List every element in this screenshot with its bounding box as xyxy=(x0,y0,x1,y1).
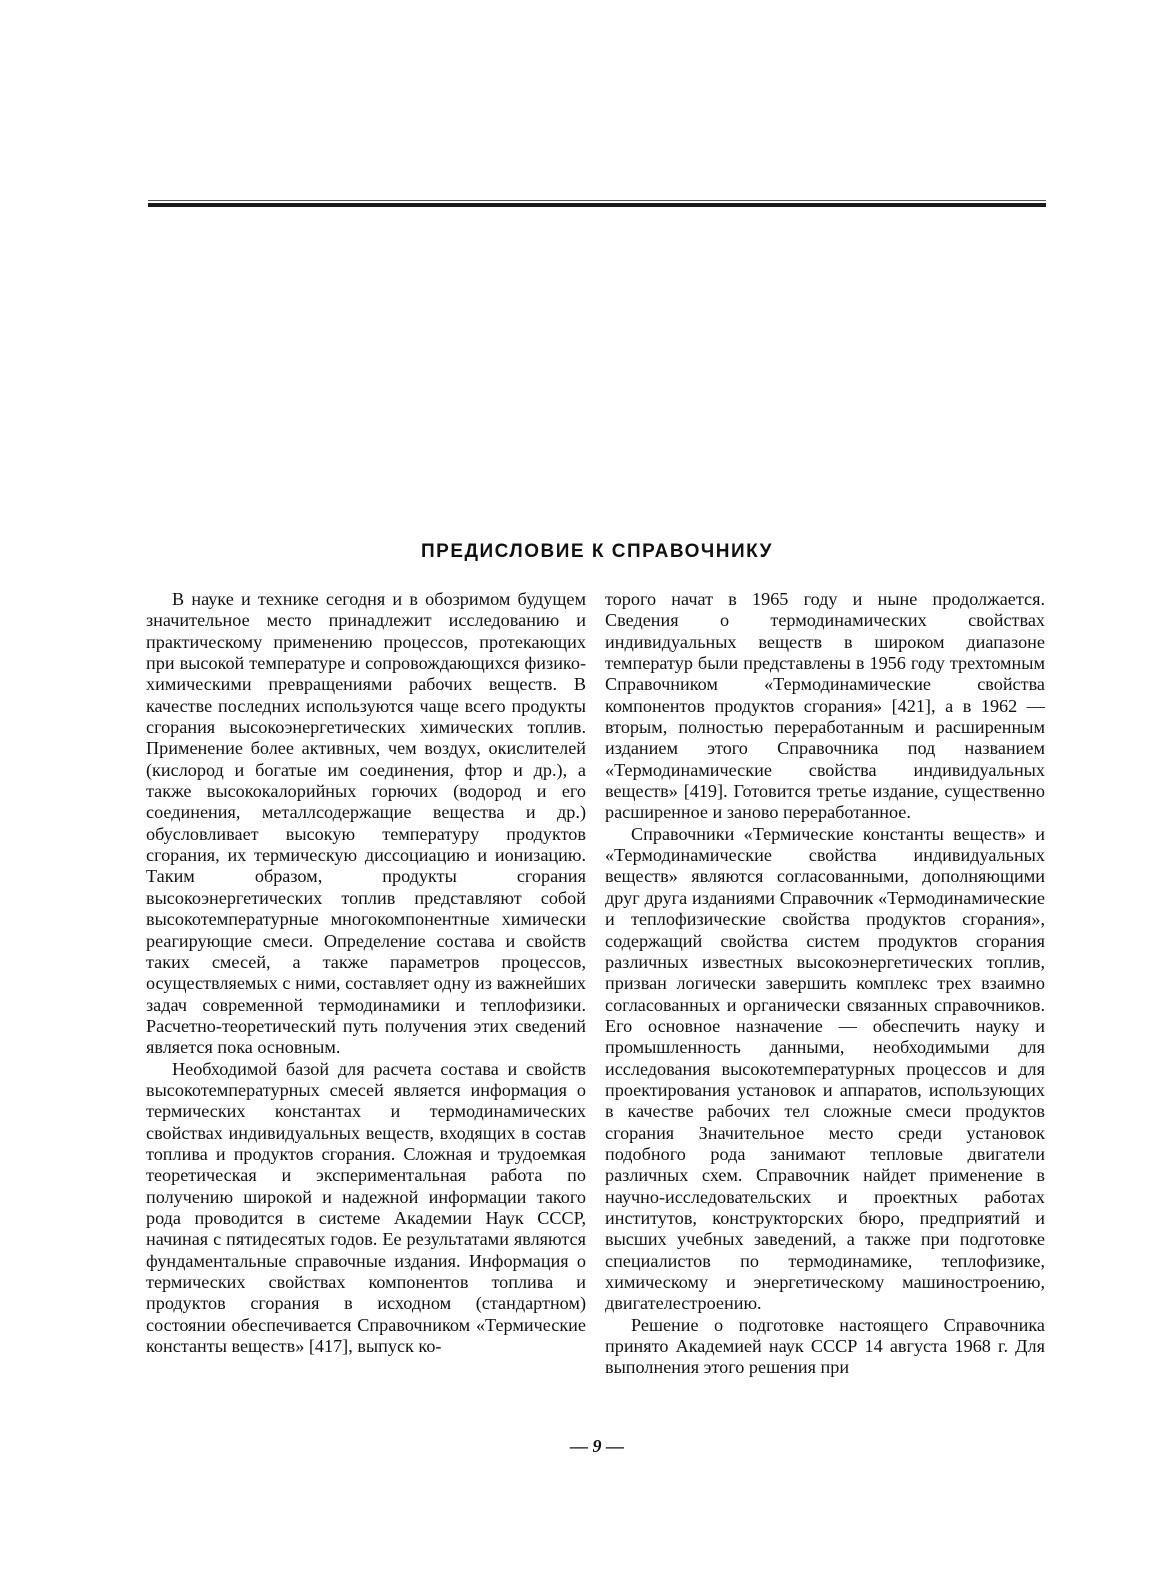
right-paragraph-3: Решение о подготовке настоящего Справочника принято Академией наук СССР 14 августа 1968 г. Для выполнения этого решения при xyxy=(605,1314,1045,1378)
left-paragraph-2: Необходимой базой для расчета состава и свойств высокотемпературных смесей является информация о термических константах и термодинамических свойствах индивидуальных веществ, входящих в состав топлива и продуктов сгорания. Сложная и трудоемкая теоретическая и экспериментальная работа по получению широкой и надежной информации такого рода проводится в системе Академии Наук СССР, начиная с пятидесятых годов. Ее результатами являются фундаментальные справочные издания. Информация о термических свойствах компонентов топлива и продуктов сгорания в исходном (стандартном) состоянии обеспечивается Справочником «Термические константы веществ» [417], выпуск ко- xyxy=(146,1058,586,1357)
header-rule-thin xyxy=(148,200,1046,201)
page-title: ПРЕДИСЛОВИЕ К СПРАВОЧНИКУ xyxy=(420,541,773,562)
header-rule xyxy=(148,203,1046,207)
right-paragraph-1: торого начат в 1965 году и ныне продолжается. Сведения о термодинамических свойствах индивидуальных веществ в широком диапазоне температур были представлены в 1956 году трехтомным Справочником «Термодинамические свойства компонентов продуктов сгорания» [421], а в 1962 — вторым, полностью переработанным и расширенным изданием этого Справочника под названием «Термодинамические свойства индивидуальных веществ» [419]. Готовится третье издание, существенно расширенное и заново переработанное. xyxy=(605,589,1045,823)
right-column xyxy=(605,589,1045,1379)
left-column xyxy=(146,589,586,1357)
right-paragraph-2: Справочники «Термические константы веществ» и «Термодинамические свойства индивидуальных веществ» являются согласованными, дополняющими друг друга изданиями Справочник «Термодинамические и теплофизические свойства продуктов сгорания», содержащий свойства систем продуктов сгорания различных известных высокоэнергетических топлив, призван логически завершить комплекс трех взаимно согласованных и органически связанных справочников. Его основное назначение — обеспечить науку и промышленность данными, необходимыми для исследования высокотемпературных процессов и для проектирования установок и аппаратов, использующих в качестве рабочих тел сложные смеси продуктов сгорания Значительное место среди установок подобного рода занимают тепловые двигатели различных схем. Справочник найдет применение в научно-исследовательских и проектных работах институтов, конструкторских бюро, предприятий и высших учебных заведений, а также при подготовке специалистов по термодинамике, теплофизике, химическому и энергетическому машиностроению, двигателестроению. xyxy=(605,823,1045,1314)
left-paragraph-1: В науке и технике сегодня и в обозримом будущем значительное место принадлежит исследованию и практическому применению процессов, протекающих при высокой температуре и сопровождающихся физико-химическими превращениями рабочих веществ. В качестве последних используются чаще всего продукты сгорания высокоэнергетических химических топлив. Применение более активных, чем воздух, окислителей (кислород и богатые им соединения, фтор и др.), а также высококалорийных горючих (водород и его соединения, металлсодержащие вещества и др.) обусловливает высокую температуру продуктов сгорания, их термическую диссоциацию и ионизацию. Таким образом, продукты сгорания высокоэнергетических топлив представляют собой высокотемпературные многокомпонентные химически реагирующие смеси. Определение состава и свойств таких смесей, а также параметров процессов, осуществляемых с ними, составляет одну из важнейших задач современной термодинамики и теплофизики. Расчетно-теоретический путь получения этих сведений является пока основным. xyxy=(146,589,586,1058)
page-number: — 9 — xyxy=(570,1436,624,1456)
